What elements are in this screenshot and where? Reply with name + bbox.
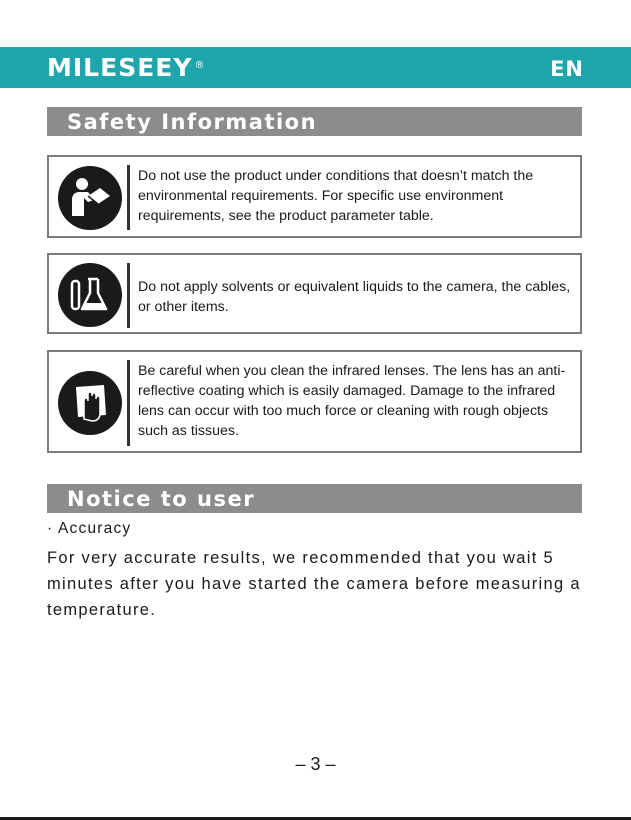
page-number: – 3 –	[295, 754, 336, 774]
card-divider	[127, 263, 130, 328]
card-divider	[127, 360, 130, 446]
lab-flask-icon	[58, 263, 122, 327]
safety-card-solvents	[47, 253, 582, 334]
section-title-notice: Notice to user	[47, 484, 582, 513]
brand-logo: MILESEEY ®	[47, 53, 206, 82]
safety-text: Do not apply solvents or equivalent liquids to the camera, the cables, or other items.	[138, 279, 571, 315]
safety-card-lens-cleaning	[47, 350, 582, 453]
read-manual-icon	[58, 166, 122, 230]
language-label: EN	[550, 57, 584, 81]
safety-text: Be careful when you clean the infrared lenses. The lens has an anti-reflective coating which is easily damaged. Damage to the infrared lens can occur with too much force or cleaning with rough objects such as tissues.	[138, 363, 566, 439]
notice-body: For very accurate results, we recommended that you wait 5 minutes after you have started the camera before measuring a temperature.	[47, 549, 581, 619]
notice-heading: · Accuracy	[47, 520, 132, 537]
cleaning-cloth-icon	[58, 371, 122, 435]
safety-text: Do not use the product under conditions that doesn’t match the environmental requirements. For specific use environment requirements, see the product parameter table.	[138, 168, 534, 224]
safety-card-environment	[47, 155, 582, 238]
card-divider	[127, 165, 130, 230]
section-title-safety: Safety Information	[47, 107, 582, 136]
